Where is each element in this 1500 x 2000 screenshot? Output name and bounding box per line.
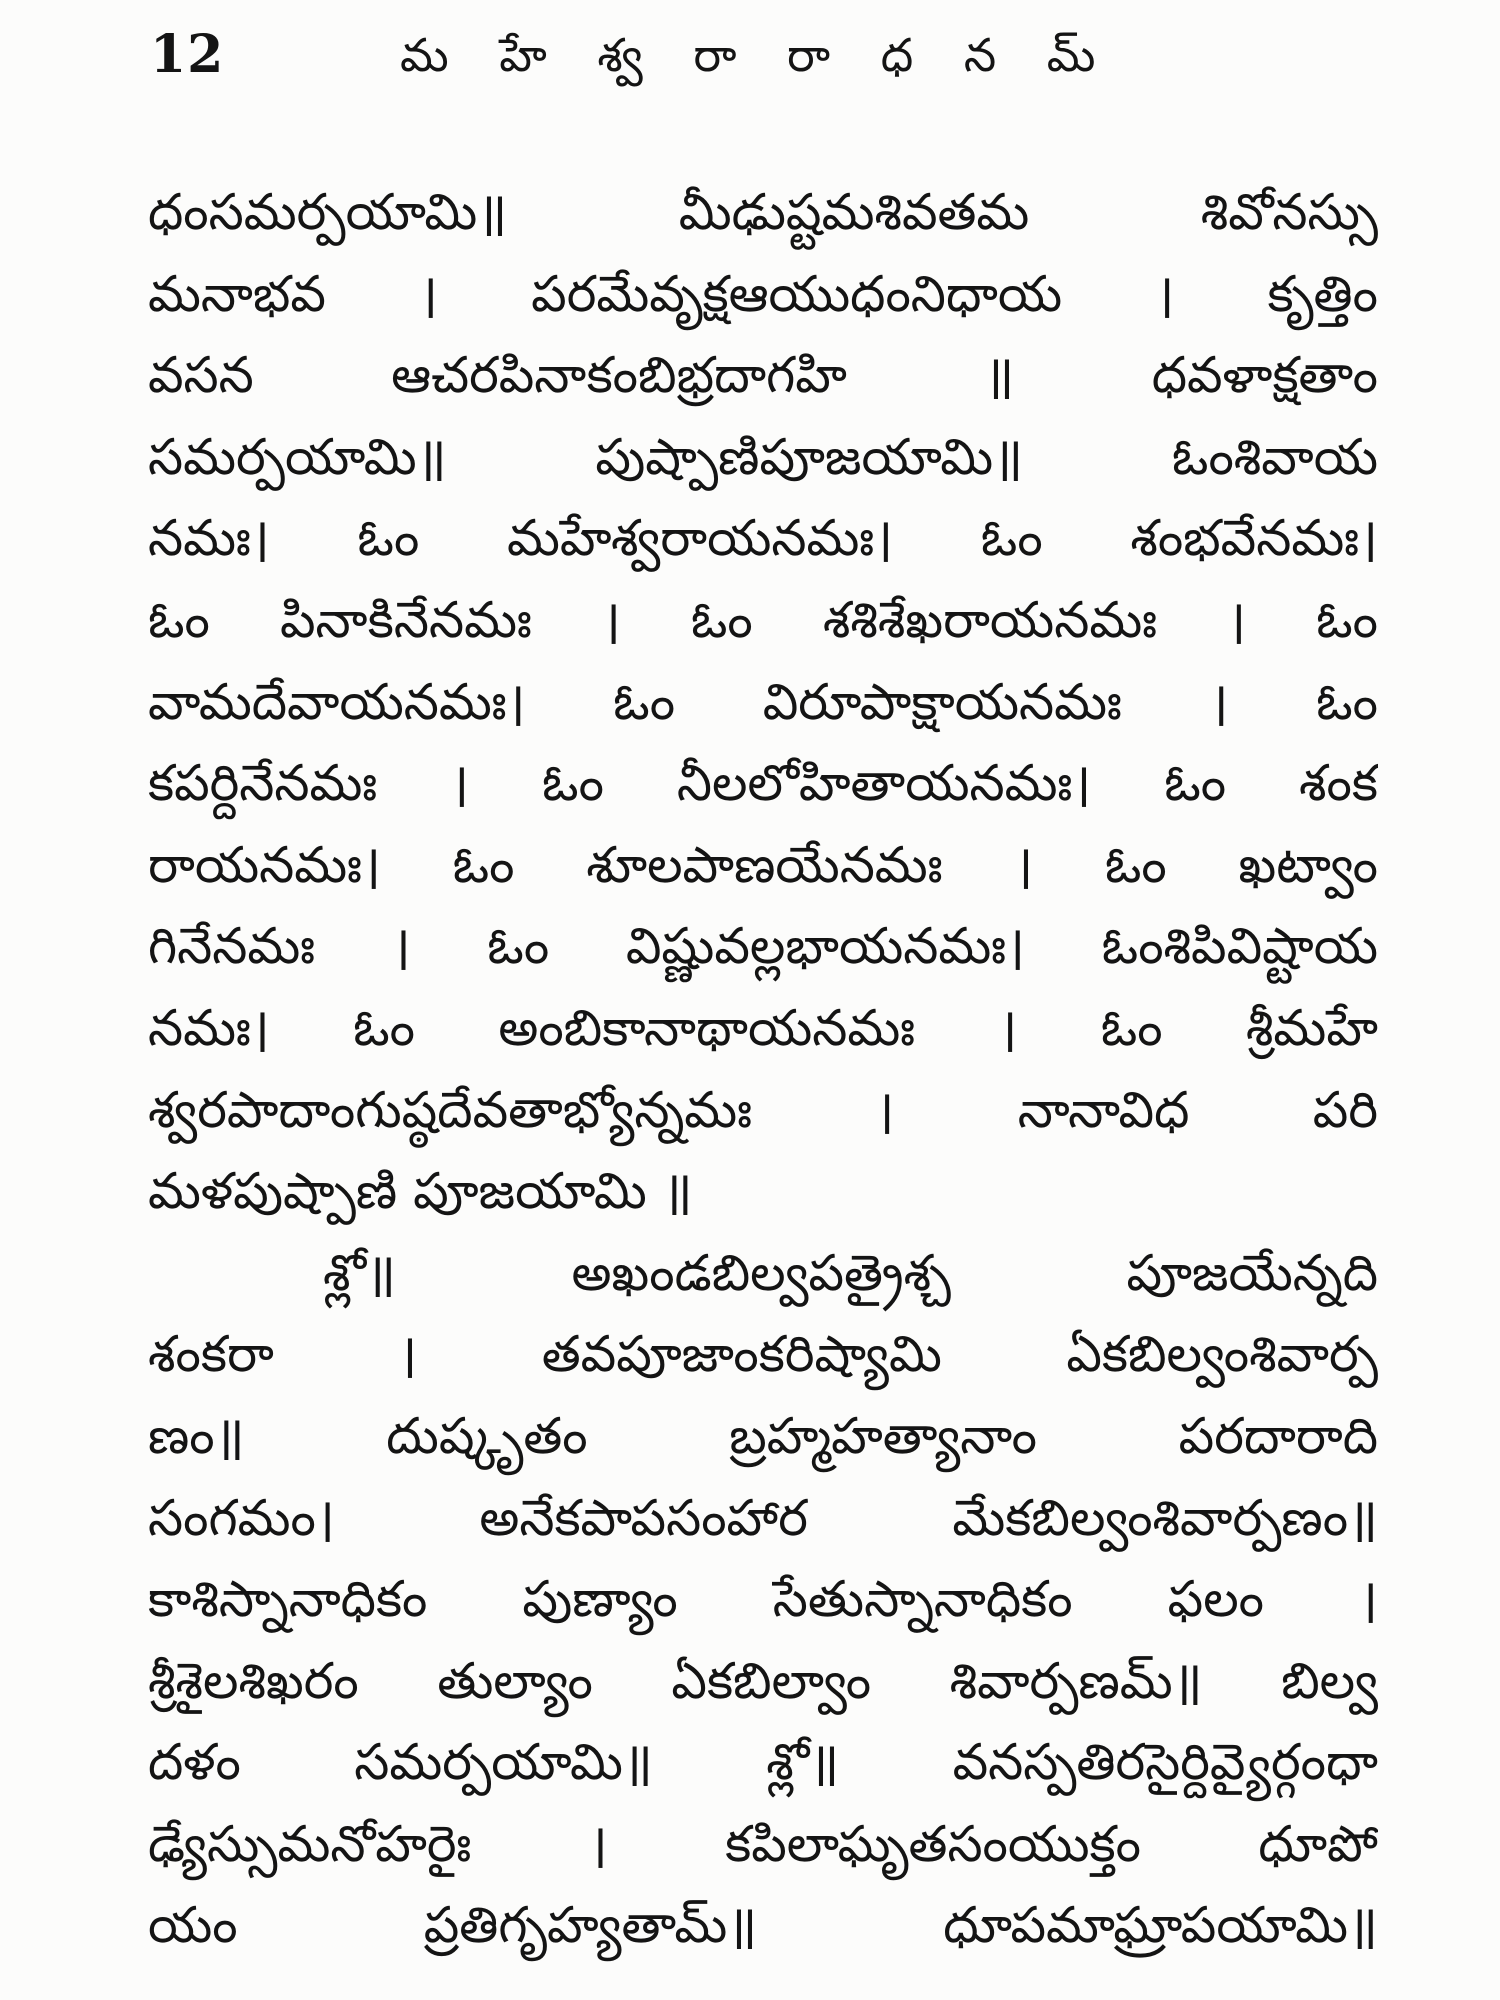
book-title: మ హే శ్వ రా రా ధ న మ్ — [400, 28, 1114, 82]
text-line: ణం॥ దుష్కృతం బ్రహ్మహత్యానాం పరదారాది — [148, 1406, 1378, 1465]
text-line: నమః। ఓం మహేశ్వరాయనమః। ఓం శంభవేనమః। — [148, 509, 1378, 568]
text-line: మళపుష్పాణి పూజయామి ॥ — [148, 1162, 693, 1221]
text-line: గినేనమః । ఓం విష్ణువల్లభాయనమః। ఓంశిపివిష్టాయ — [148, 917, 1378, 976]
text-line: కపర్దినేనమః । ఓం నీలలోహితాయనమః। ఓం శంక — [148, 754, 1378, 813]
text-line: కాశిస్నానాధికం పుణ్యాం సేతుస్నానాధికం ఫలం । — [148, 1570, 1378, 1629]
text-line: దళం సమర్పయామి॥ శ్లో॥ వనస్పతిరసైర్దివ్యైర్గంధా — [148, 1733, 1378, 1792]
text-line: శంకరా । తవపూజాంకరిష్యామి ఏకబిల్వంశివార్ప — [148, 1325, 1378, 1384]
body-text — [148, 172, 1378, 1967]
text-line: శ్లో॥ అఖండబిల్వపత్రైశ్చ పూజయేన్నది — [323, 1243, 1378, 1302]
page-header — [150, 22, 1370, 92]
text-line: సమర్పయామి॥ పుష్పాణిపూజయామి॥ ఓంశివాయ — [148, 427, 1378, 486]
text-line: రాయనమః। ఓం శూలపాణయేనమః । ఓం ఖట్వాం — [148, 835, 1378, 894]
page-number: 12 — [150, 24, 225, 85]
text-line: యం ప్రతిగృహ్యతామ్॥ ధూపమాఘ్రాపయామి॥ — [148, 1896, 1378, 1955]
text-line: శ్రీశైలశిఖరం తుల్యాం ఏకబిల్వాం శివార్పణమ్॥ బిల్వ — [148, 1651, 1378, 1710]
text-line: మనాభవ । పరమేవృక్షఆయుధంనిధాయ । కృత్తిం — [148, 264, 1378, 323]
text-line: ఢ్యేస్సుమనోహరైః । కపిలాఘృతసంయుక్తం ధూపో — [148, 1814, 1378, 1873]
text-line: శ్వరపాదాంగుష్ఠదేవతాభ్యోన్నమః । నానావిధ పరి — [148, 1080, 1378, 1139]
text-line: వసన ఆచరపినాకంబిభ్రదాగహి ॥ ధవళాక్షతాం — [148, 346, 1378, 405]
text-line: ఓం పినాకినేనమః । ఓం శశిశేఖరాయనమః । ఓం — [148, 590, 1378, 649]
text-line: నమః। ఓం అంబికానాథాయనమః । ఓం శ్రీమహే — [148, 998, 1378, 1057]
text-line: సంగమం। అనేకపాపసంహార మేకబిల్వంశివార్పణం॥ — [148, 1488, 1378, 1547]
text-line: ధంసమర్పయామి॥ మీఢుష్టమశివతమ శివోనస్సు — [148, 183, 1378, 241]
text-line: వామదేవాయనమః। ఓం విరూపాక్షాయనమః । ఓం — [148, 672, 1378, 731]
